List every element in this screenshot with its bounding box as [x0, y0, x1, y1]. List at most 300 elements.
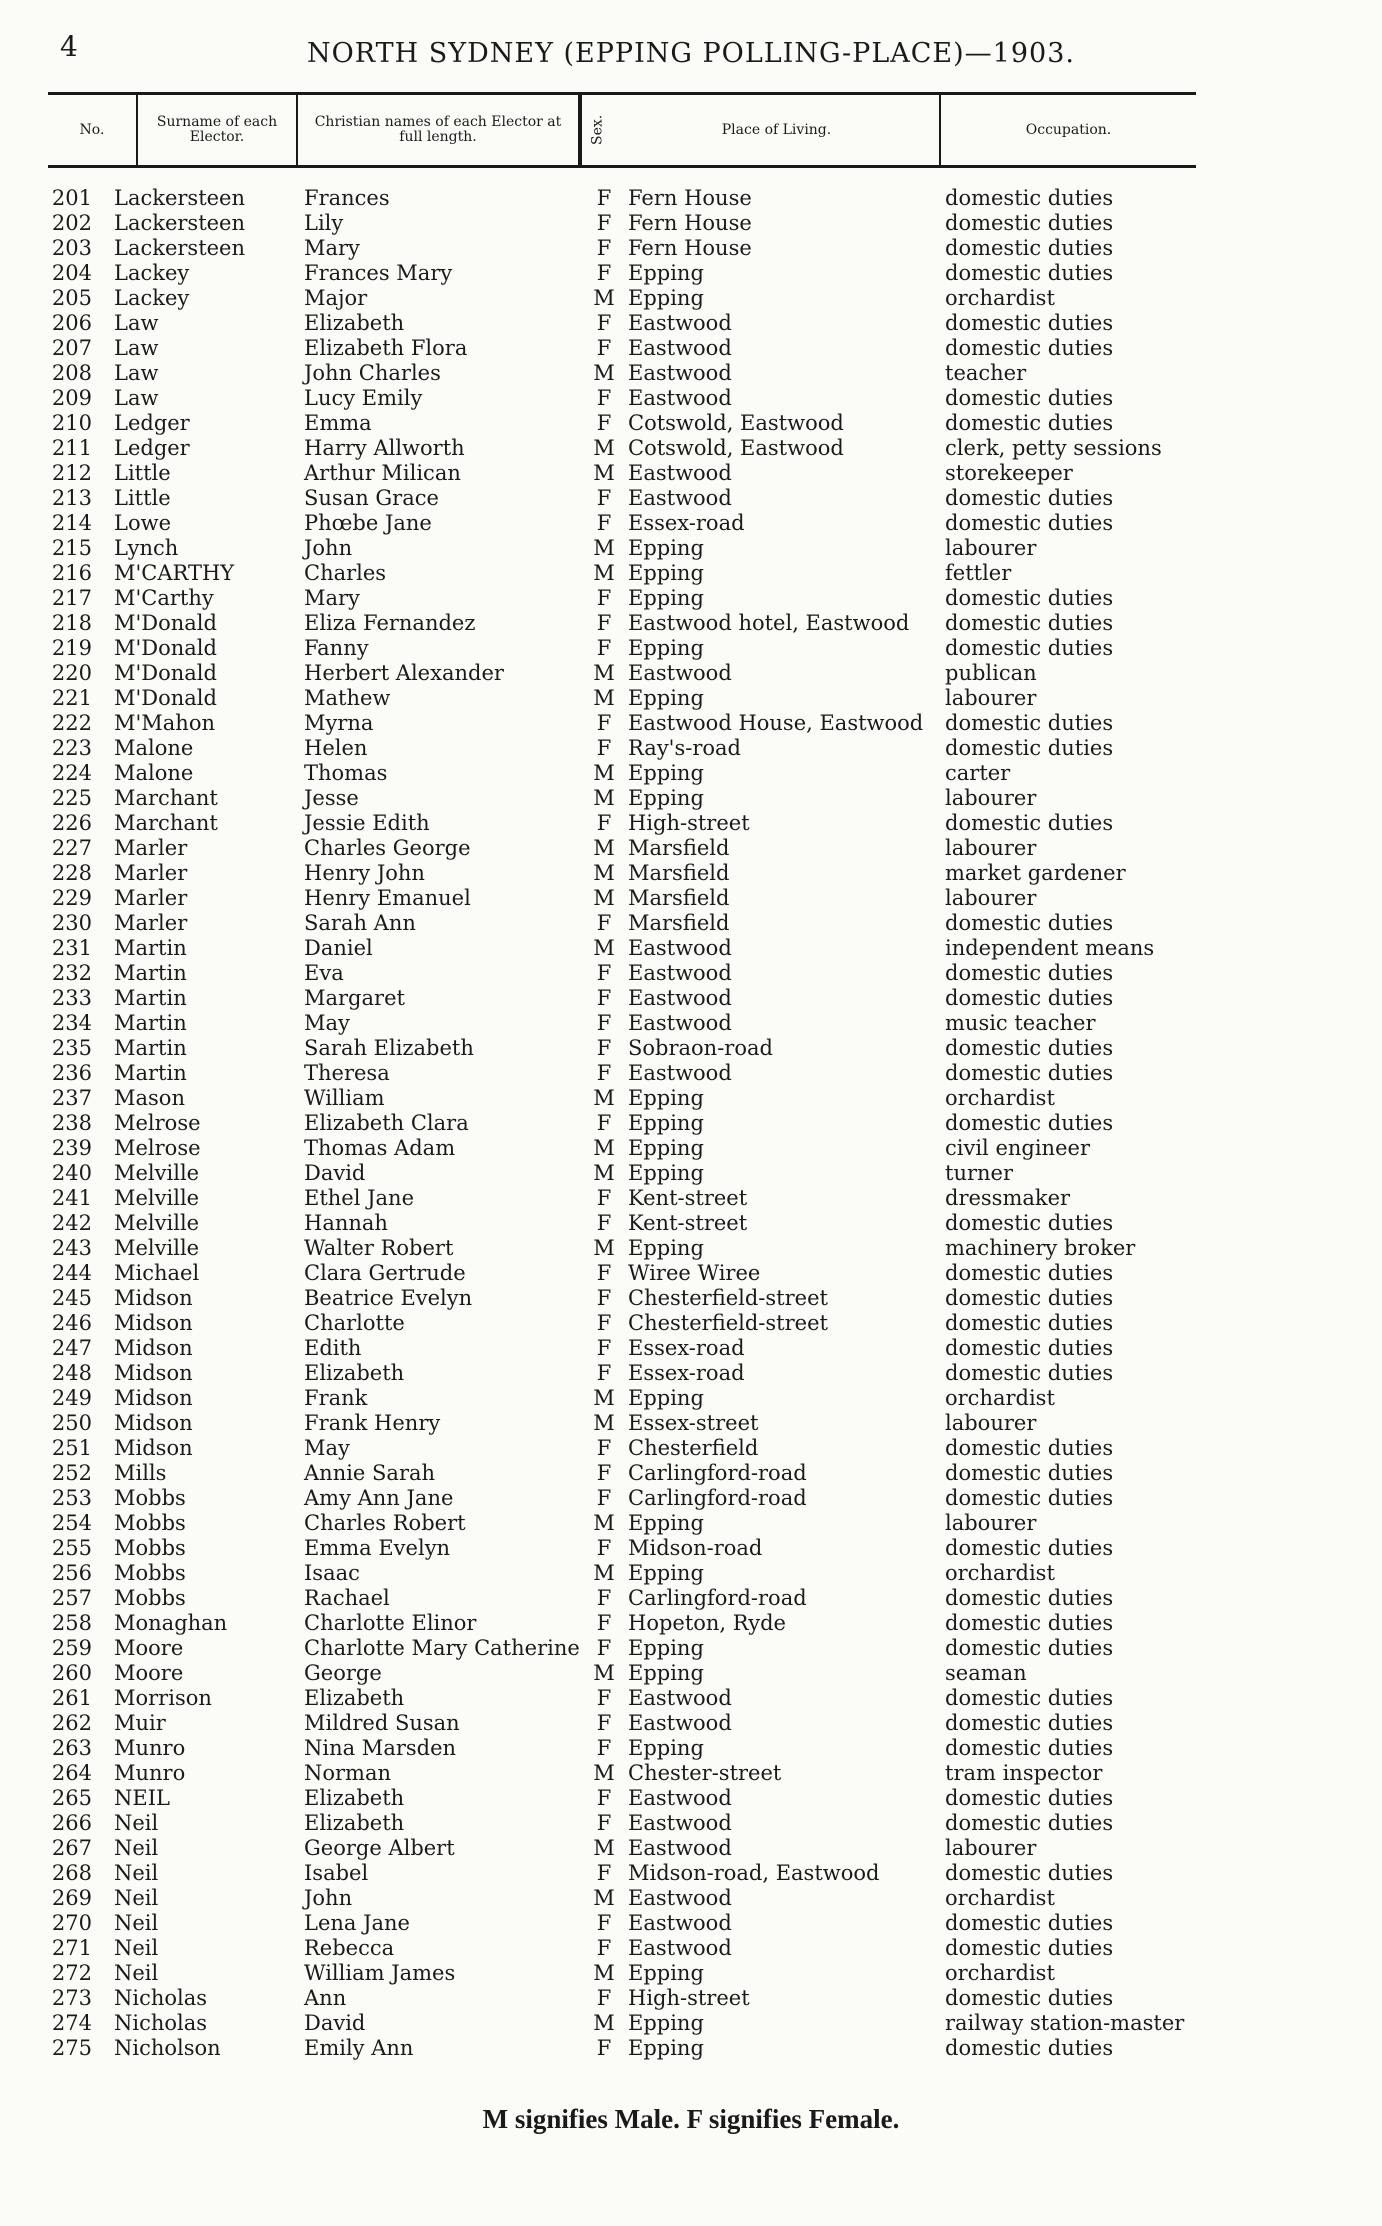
row-sex: F — [596, 1261, 612, 1285]
row-christian-names: Ethel Jane — [304, 1186, 415, 1210]
row-christian-names: Elizabeth — [304, 1811, 405, 1835]
row-number: 260 — [51, 1661, 92, 1685]
row-number: 225 — [51, 786, 92, 810]
row-place-of-living: Epping — [628, 1511, 704, 1535]
row-christian-names: Mary — [304, 586, 360, 610]
row-number: 224 — [51, 761, 92, 785]
row-occupation: domestic duties — [945, 1686, 1114, 1710]
row-place-of-living: Epping — [628, 786, 704, 810]
row-christian-names: Annie Sarah — [304, 1461, 436, 1485]
row-surname: Melville — [114, 1161, 200, 1185]
row-christian-names: Elizabeth Clara — [304, 1111, 469, 1135]
row-occupation: fettler — [945, 561, 1012, 585]
row-occupation: domestic duties — [945, 211, 1114, 235]
row-christian-names: Margaret — [304, 986, 405, 1010]
row-sex: M — [593, 886, 615, 910]
row-christian-names: Elizabeth — [304, 1361, 405, 1385]
row-surname: Mobbs — [114, 1536, 186, 1560]
row-surname: Midson — [114, 1411, 193, 1435]
row-christian-names: Rebecca — [304, 1936, 395, 1960]
row-occupation: domestic duties — [945, 1611, 1114, 1635]
row-number: 269 — [51, 1886, 92, 1910]
row-surname: Law — [114, 336, 159, 360]
row-christian-names: Herbert Alexander — [304, 661, 504, 685]
row-christian-names: Ann — [304, 1986, 347, 2010]
row-surname: Lackersteen — [114, 211, 246, 235]
table-row — [0, 1711, 1382, 1736]
row-sex: M — [593, 1386, 615, 1410]
row-number: 236 — [51, 1061, 92, 1085]
row-surname: Munro — [114, 1736, 186, 1760]
row-occupation: domestic duties — [945, 186, 1114, 210]
row-place-of-living: Eastwood — [628, 661, 732, 685]
sex-legend-footer: M signifies Male. F signifies Female. — [482, 2104, 900, 2134]
row-number: 244 — [51, 1261, 92, 1285]
row-sex: F — [596, 1911, 612, 1935]
row-number: 273 — [51, 1986, 92, 2010]
row-occupation: labourer — [945, 1836, 1037, 1860]
row-sex: M — [593, 1161, 615, 1185]
row-surname: Neil — [114, 1936, 159, 1960]
table-row — [0, 1386, 1382, 1411]
row-surname: Marler — [114, 836, 188, 860]
table-row — [0, 961, 1382, 986]
row-surname: Neil — [114, 1886, 159, 1910]
row-surname: Marler — [114, 861, 188, 885]
table-row — [0, 186, 1382, 211]
row-number: 263 — [51, 1736, 92, 1760]
row-sex: F — [596, 586, 612, 610]
row-sex: F — [596, 1036, 612, 1060]
table-row — [0, 1286, 1382, 1311]
row-place-of-living: Epping — [628, 1136, 704, 1160]
table-row — [0, 1786, 1382, 1811]
row-occupation: domestic duties — [945, 1261, 1114, 1285]
row-number: 248 — [51, 1361, 92, 1385]
row-sex: F — [596, 1361, 612, 1385]
row-number: 229 — [51, 886, 92, 910]
row-number: 211 — [51, 436, 92, 460]
row-sex: M — [593, 661, 615, 685]
row-surname: Midson — [114, 1436, 193, 1460]
row-place-of-living: Epping — [628, 686, 704, 710]
row-place-of-living: Marsfield — [628, 886, 730, 910]
row-surname: Martin — [114, 1061, 187, 1085]
row-occupation: domestic duties — [945, 711, 1114, 735]
row-place-of-living: Epping — [628, 1111, 704, 1135]
row-place-of-living: Eastwood — [628, 336, 732, 360]
row-christian-names: Jesse — [304, 786, 359, 810]
table-row — [0, 686, 1382, 711]
row-christian-names: Charlotte Elinor — [304, 1611, 477, 1635]
row-place-of-living: Kent-street — [628, 1186, 748, 1210]
table-row — [0, 261, 1382, 286]
row-place-of-living: Eastwood — [628, 936, 732, 960]
row-number: 218 — [51, 611, 92, 635]
row-place-of-living: Eastwood — [628, 311, 732, 335]
row-occupation: domestic duties — [945, 486, 1114, 510]
table-row — [0, 1936, 1382, 1961]
row-number: 271 — [51, 1936, 92, 1960]
row-sex: F — [596, 1436, 612, 1460]
row-place-of-living: Chesterfield — [628, 1436, 759, 1460]
table-row — [0, 1061, 1382, 1086]
row-occupation: domestic duties — [945, 1061, 1114, 1085]
table-row — [0, 336, 1382, 361]
row-place-of-living: Epping — [628, 561, 704, 585]
row-sex: M — [593, 861, 615, 885]
row-sex: F — [596, 1286, 612, 1310]
row-surname: Melville — [114, 1186, 200, 1210]
table-row — [0, 1436, 1382, 1461]
row-surname: M'CARTHY — [114, 561, 235, 585]
row-occupation: labourer — [945, 836, 1037, 860]
row-christian-names: Eliza Fernandez — [304, 611, 476, 635]
row-surname: Law — [114, 311, 159, 335]
row-surname: Neil — [114, 1961, 159, 1985]
row-occupation: domestic duties — [945, 1586, 1114, 1610]
row-number: 208 — [51, 361, 92, 385]
table-row — [0, 1911, 1382, 1936]
row-christian-names: Charles Robert — [304, 1511, 466, 1535]
row-place-of-living: Ray's-road — [628, 736, 741, 760]
row-occupation: domestic duties — [945, 386, 1114, 410]
row-sex: M — [593, 1136, 615, 1160]
row-sex: M — [593, 286, 615, 310]
row-surname: Mobbs — [114, 1486, 186, 1510]
table-row — [0, 911, 1382, 936]
table-row — [0, 536, 1382, 561]
row-place-of-living: Epping — [628, 1161, 704, 1185]
row-christian-names: Emma — [304, 411, 372, 435]
table-row — [0, 561, 1382, 586]
row-number: 212 — [51, 461, 92, 485]
row-place-of-living: Midson-road — [628, 1536, 763, 1560]
row-sex: F — [596, 1611, 612, 1635]
row-place-of-living: Chesterfield-street — [628, 1311, 828, 1335]
row-place-of-living: Eastwood — [628, 1061, 732, 1085]
row-occupation: domestic duties — [945, 636, 1114, 660]
row-surname: Nicholson — [114, 2036, 221, 2060]
row-occupation: music teacher — [945, 1011, 1096, 1035]
row-surname: Midson — [114, 1386, 193, 1410]
row-place-of-living: Eastwood — [628, 1786, 732, 1810]
row-surname: M'Donald — [114, 636, 217, 660]
row-surname: Muir — [114, 1711, 166, 1735]
row-surname: Ledger — [114, 411, 190, 435]
row-number: 247 — [51, 1336, 92, 1360]
row-sex: M — [593, 1411, 615, 1435]
row-sex: F — [596, 1211, 612, 1235]
row-christian-names: Eva — [304, 961, 344, 985]
row-sex: M — [593, 561, 615, 585]
row-number: 249 — [51, 1386, 92, 1410]
row-place-of-living: Eastwood — [628, 1686, 732, 1710]
row-surname: Neil — [114, 1911, 159, 1935]
row-sex: F — [596, 636, 612, 660]
table-row — [0, 361, 1382, 386]
row-surname: Lowe — [114, 511, 171, 535]
row-place-of-living: Marsfield — [628, 861, 730, 885]
row-christian-names: Charles — [304, 561, 387, 585]
table-row — [0, 1136, 1382, 1161]
row-occupation: labourer — [945, 686, 1037, 710]
row-occupation: teacher — [945, 361, 1027, 385]
row-surname: M'Donald — [114, 611, 217, 635]
row-place-of-living: Eastwood — [628, 1711, 732, 1735]
row-place-of-living: Eastwood — [628, 986, 732, 1010]
row-place-of-living: Cotswold, Eastwood — [628, 411, 844, 435]
row-surname: Melville — [114, 1211, 200, 1235]
row-number: 205 — [51, 286, 92, 310]
row-surname: Moore — [114, 1661, 184, 1685]
row-surname: Malone — [114, 736, 194, 760]
table-row — [0, 1561, 1382, 1586]
row-surname: Mobbs — [114, 1511, 186, 1535]
row-number: 243 — [51, 1236, 92, 1260]
row-occupation: domestic duties — [945, 1736, 1114, 1760]
row-occupation: labourer — [945, 536, 1037, 560]
row-sex: M — [593, 786, 615, 810]
row-surname: Melrose — [114, 1136, 201, 1160]
row-surname: Marchant — [114, 811, 218, 835]
row-occupation: domestic duties — [945, 1811, 1114, 1835]
row-sex: M — [593, 1836, 615, 1860]
row-surname: Marler — [114, 911, 188, 935]
row-place-of-living: Eastwood — [628, 1836, 732, 1860]
row-christian-names: Amy Ann Jane — [304, 1486, 454, 1510]
header-occupation: Occupation. — [1025, 121, 1112, 138]
row-number: 258 — [51, 1611, 92, 1635]
header-christian-names: Christian names of each Elector at full length. — [298, 95, 580, 165]
row-place-of-living: Epping — [628, 1561, 704, 1585]
table-row — [0, 761, 1382, 786]
row-occupation: orchardist — [945, 286, 1055, 310]
row-occupation: domestic duties — [945, 1311, 1114, 1335]
row-place-of-living: Kent-street — [628, 1211, 748, 1235]
row-number: 240 — [51, 1161, 92, 1185]
row-surname: Lackersteen — [114, 236, 246, 260]
row-place-of-living: Eastwood — [628, 386, 732, 410]
row-number: 230 — [51, 911, 92, 935]
row-christian-names: Charles George — [304, 836, 471, 860]
row-christian-names: Elizabeth Flora — [304, 336, 468, 360]
row-number: 262 — [51, 1711, 92, 1735]
row-surname: Martin — [114, 961, 187, 985]
table-row — [0, 411, 1382, 436]
elector-table — [0, 186, 1382, 2061]
row-number: 235 — [51, 1036, 92, 1060]
row-sex: M — [593, 936, 615, 960]
row-number: 250 — [51, 1411, 92, 1435]
row-sex: F — [596, 1461, 612, 1485]
row-number: 267 — [51, 1836, 92, 1860]
row-number: 242 — [51, 1211, 92, 1235]
row-occupation: domestic duties — [945, 1786, 1114, 1810]
row-sex: F — [596, 261, 612, 285]
header-place-of-living: Place of Living. — [614, 95, 941, 165]
row-occupation: tram inspector — [945, 1761, 1103, 1785]
row-number: 275 — [51, 2036, 92, 2060]
row-place-of-living: Epping — [628, 586, 704, 610]
row-number: 257 — [51, 1586, 92, 1610]
row-occupation: domestic duties — [945, 986, 1114, 1010]
row-occupation: labourer — [945, 1411, 1037, 1435]
row-occupation: domestic duties — [945, 1636, 1114, 1660]
row-surname: Marchant — [114, 786, 218, 810]
row-occupation: domestic duties — [945, 1461, 1114, 1485]
row-christian-names: Harry Allworth — [304, 436, 465, 460]
row-number: 201 — [51, 186, 92, 210]
row-place-of-living: Carlingford-road — [628, 1486, 807, 1510]
row-number: 252 — [51, 1461, 92, 1485]
table-row — [0, 1336, 1382, 1361]
row-occupation: labourer — [945, 886, 1037, 910]
row-surname: M'Mahon — [114, 711, 215, 735]
row-sex: M — [593, 361, 615, 385]
row-place-of-living: Eastwood — [628, 1886, 732, 1910]
row-sex: F — [596, 1686, 612, 1710]
row-sex: M — [593, 1561, 615, 1585]
row-place-of-living: Eastwood House, Eastwood — [628, 711, 924, 735]
row-christian-names: Elizabeth — [304, 1786, 405, 1810]
row-number: 217 — [51, 586, 92, 610]
row-christian-names: Charlotte — [304, 1311, 405, 1335]
table-row — [0, 886, 1382, 911]
row-number: 265 — [51, 1786, 92, 1810]
row-surname: Little — [114, 486, 171, 510]
row-surname: Neil — [114, 1861, 159, 1885]
table-row — [0, 236, 1382, 261]
row-surname: Mason — [114, 1086, 185, 1110]
row-surname: Nicholas — [114, 1986, 208, 2010]
table-row — [0, 1261, 1382, 1286]
row-christian-names: Sarah Elizabeth — [304, 1036, 474, 1060]
row-occupation: domestic duties — [945, 2036, 1114, 2060]
row-christian-names: Elizabeth — [304, 1686, 405, 1710]
row-sex: M — [593, 1961, 615, 1985]
table-row — [0, 1686, 1382, 1711]
row-place-of-living: Eastwood — [628, 461, 732, 485]
row-occupation: seaman — [945, 1661, 1027, 1685]
row-place-of-living: Epping — [628, 1236, 704, 1260]
row-surname: Munro — [114, 1761, 186, 1785]
row-occupation: labourer — [945, 1511, 1037, 1535]
row-christian-names: Frank — [304, 1386, 368, 1410]
row-sex: F — [596, 811, 612, 835]
row-sex: F — [596, 911, 612, 935]
row-occupation: domestic duties — [945, 1711, 1114, 1735]
row-place-of-living: Epping — [628, 1961, 704, 1985]
row-sex: F — [596, 1336, 612, 1360]
row-number: 210 — [51, 411, 92, 435]
row-number: 220 — [51, 661, 92, 685]
row-sex: F — [596, 1811, 612, 1835]
row-surname: Law — [114, 386, 159, 410]
row-surname: Little — [114, 461, 171, 485]
row-surname: Mills — [114, 1461, 167, 1485]
row-surname: Midson — [114, 1336, 193, 1360]
table-row — [0, 1961, 1382, 1986]
row-number: 215 — [51, 536, 92, 560]
row-christian-names: Susan Grace — [304, 486, 439, 510]
row-place-of-living: Epping — [628, 1636, 704, 1660]
row-place-of-living: Eastwood — [628, 1811, 732, 1835]
row-sex: M — [593, 1236, 615, 1260]
table-row — [0, 986, 1382, 1011]
row-number: 239 — [51, 1136, 92, 1160]
row-occupation: dressmaker — [945, 1186, 1071, 1210]
row-christian-names: George — [304, 1661, 382, 1685]
page-title: NORTH SYDNEY (EPPING POLLING-PLACE)—1903. — [307, 38, 1075, 69]
row-occupation: domestic duties — [945, 1436, 1114, 1460]
row-sex: F — [596, 486, 612, 510]
table-row — [0, 436, 1382, 461]
row-sex: F — [596, 1636, 612, 1660]
row-number: 245 — [51, 1286, 92, 1310]
header-sex: Sex. — [580, 95, 614, 165]
row-surname: Martin — [114, 936, 187, 960]
table-row — [0, 1736, 1382, 1761]
row-place-of-living: Eastwood — [628, 1936, 732, 1960]
table-row — [0, 1536, 1382, 1561]
row-sex: M — [593, 461, 615, 485]
row-christian-names: Rachael — [304, 1586, 390, 1610]
row-occupation: railway station-master — [945, 2011, 1185, 2035]
row-number: 226 — [51, 811, 92, 835]
table-row — [0, 1411, 1382, 1436]
row-place-of-living: Eastwood — [628, 961, 732, 985]
row-surname: Neil — [114, 1811, 159, 1835]
table-row — [0, 1636, 1382, 1661]
row-surname: M'Carthy — [114, 586, 214, 610]
row-number: 213 — [51, 486, 92, 510]
row-number: 253 — [51, 1486, 92, 1510]
row-christian-names: Major — [304, 286, 368, 310]
page-number: 4 — [60, 30, 78, 63]
row-number: 223 — [51, 736, 92, 760]
row-christian-names: Fanny — [304, 636, 369, 660]
row-number: 232 — [51, 961, 92, 985]
row-christian-names: Lena Jane — [304, 1911, 410, 1935]
table-row — [0, 2011, 1382, 2036]
row-sex: M — [593, 536, 615, 560]
row-occupation: domestic duties — [945, 961, 1114, 985]
row-sex: F — [596, 1736, 612, 1760]
row-place-of-living: Cotswold, Eastwood — [628, 436, 844, 460]
row-number: 216 — [51, 561, 92, 585]
table-row — [0, 1661, 1382, 1686]
row-occupation: domestic duties — [945, 1111, 1114, 1135]
row-place-of-living: Epping — [628, 2036, 704, 2060]
row-christian-names: Henry John — [304, 861, 425, 885]
row-christian-names: John — [304, 1886, 353, 1910]
row-number: 227 — [51, 836, 92, 860]
row-surname: Nicholas — [114, 2011, 208, 2035]
row-place-of-living: Wiree Wiree — [628, 1261, 761, 1285]
row-surname: Monaghan — [114, 1611, 228, 1635]
row-sex: F — [596, 611, 612, 635]
row-surname: Lackey — [114, 286, 190, 310]
row-number: 256 — [51, 1561, 92, 1585]
row-number: 202 — [51, 211, 92, 235]
row-sex: F — [596, 211, 612, 235]
row-sex: F — [596, 386, 612, 410]
row-christian-names: Frances — [304, 186, 390, 210]
row-occupation: domestic duties — [945, 1986, 1114, 2010]
row-sex: F — [596, 1711, 612, 1735]
row-christian-names: Walter Robert — [304, 1236, 454, 1260]
